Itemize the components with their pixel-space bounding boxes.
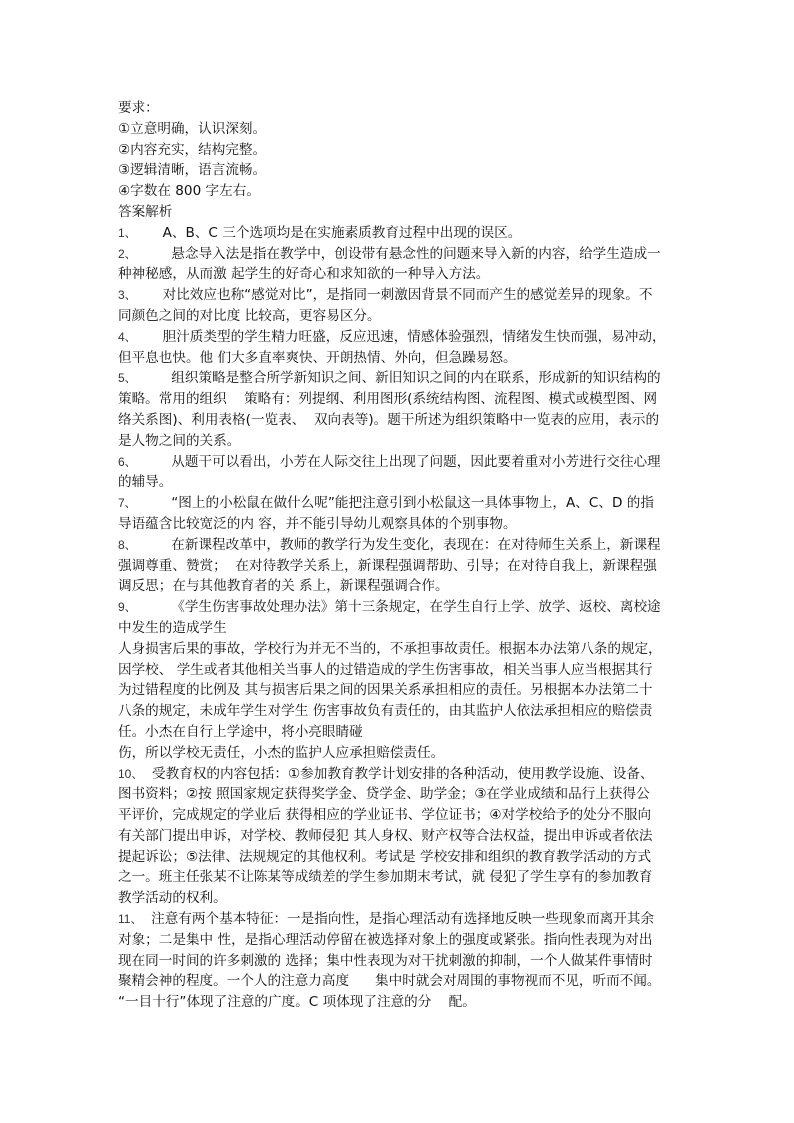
answer-line — [118, 826, 683, 847]
requirement-item: ④字数在 800 字左右。 — [118, 183, 260, 200]
answer-text: 对比效应也称“感觉对比”，是指同一刺激因背景不同而产生的感觉差异的现象。不 — [162, 287, 653, 304]
answer-text: 人身损害后果的事故，学校行为并无不当的，不承担事故责任。根据本办法第八条的规定， — [118, 640, 662, 657]
answer-line — [118, 306, 683, 327]
answer-text: 组织策略是整合所学新知识之间、新旧知识之间的内在联系，形成新的知识结构的 — [171, 370, 661, 387]
requirement-item: ①立意明确，认识深刻。 — [118, 120, 267, 137]
answer-text: 在新课程改革中，教师的教学行为发生变化，表现在：在对待师生关系上，新课程 — [171, 536, 661, 553]
answer-text: 从题干可以看出，小芳在人际交往上出现了问题，因此要着重对小芳进行交往心理 — [171, 453, 661, 470]
answer-number: 7、 — [118, 496, 137, 511]
answer-line — [118, 535, 683, 556]
answer-line — [118, 743, 683, 764]
answer-text: 种神秘感，从而激 起学生的好奇心和求知欲的一种导入方法。 — [118, 266, 490, 283]
answer-line — [118, 909, 683, 930]
requirement-item: ②内容充实，结构完整。 — [118, 141, 267, 158]
answer-text: 络关系图)、利用表格(一览表、 双向表等)。题干所述为组织策略中一览表的应用，表示的 — [118, 411, 660, 428]
answer-text: 胆汁质类型的学生精力旺盛，反应迅速，情感体验强烈，情绪发生快而强，易冲动， — [162, 328, 666, 345]
answer-line — [118, 327, 683, 348]
answer-gap — [137, 454, 172, 470]
answer-text: 聚精会神的程度。一个人的注意力高度 集中时就会对周围的事物视而不见，听而不闻。 — [118, 973, 661, 990]
answer-text: 注意有两个基本特征：一是指向性，是指心理活动有选择地反映一些现象而离开其余 — [151, 911, 655, 928]
answer-line — [118, 618, 683, 639]
answer-gap — [137, 495, 172, 511]
answer-text: 导语蕴含比较宽泛的内 容，并不能引导幼儿观察具体的个别事物。 — [118, 515, 517, 532]
answer-line — [118, 368, 683, 389]
answer-text: 因学校、 学生或者其他相关当事人的过错造成的学生伤害事故，相关当事人应当根据其行 — [118, 661, 653, 678]
answer-number: 11、 — [118, 912, 143, 927]
answer-gap — [142, 911, 151, 927]
answer-line — [118, 431, 683, 452]
answer-text: 现在同一时间的许多刺激的 选择；集中性表现为对干扰刺激的抑制，一个人做某件事情时 — [118, 952, 653, 969]
answer-text: “一目十行”体现了注意的广度。C 项体现了注意的分 配。 — [118, 994, 476, 1011]
answer-text: 有关部门提出申诉，对学校、教师侵犯 其人身权、财产权等合法权益，提出申诉或者依法 — [118, 827, 653, 844]
answer-gap — [137, 287, 163, 303]
answers-title: 答案解析 — [118, 203, 173, 220]
answer-number: 6、 — [118, 454, 137, 469]
answer-item — [118, 452, 683, 494]
answer-line — [118, 410, 683, 431]
answer-item — [118, 285, 683, 327]
answer-text: 伤，所以学校无责任，小杰的监护人应承担赔偿责任。 — [118, 744, 445, 761]
answer-line — [118, 805, 683, 826]
answer-line — [118, 888, 683, 909]
answer-text: 策略。常用的组织 策略有：列提纲、利用图形(系统结构图、流程图、模式或模型图、网 — [118, 391, 658, 408]
answer-line — [118, 244, 683, 265]
answer-text: 八条的规定，未成年学生对学生 伤害事故负有责任的，由其监护人依法承担相应的赔偿责 — [118, 703, 653, 720]
answer-item — [118, 909, 683, 1013]
answer-item — [118, 223, 683, 244]
answer-text: 之一。班主任张某不让陈某等成绩差的学生参加期末考试，就 侵犯了学生享有的参加教育 — [118, 869, 653, 886]
answer-line — [118, 576, 683, 597]
answer-line — [118, 930, 683, 951]
answer-line — [118, 389, 683, 410]
answer-line — [118, 639, 683, 660]
document-body — [118, 98, 683, 1013]
answer-number: 10、 — [118, 766, 144, 781]
answer-line — [118, 264, 683, 285]
answer-text: 教学活动的权利。 — [118, 890, 227, 907]
answer-line — [118, 348, 683, 369]
answer-line — [118, 452, 683, 473]
answer-text: 《学生伤害事故处理办法》第十三条规定，在学生自行上学、放学、返校、离校途 — [171, 599, 661, 616]
answer-text: 的辅导。 — [118, 474, 173, 491]
answer-gap — [143, 766, 152, 782]
answer-gap — [137, 599, 172, 615]
answer-text: 图书资料；②按 照国家规定获得奖学金、贷学金、助学金；③在学业成绩和品行上获得公 — [118, 786, 650, 803]
answer-line — [118, 847, 683, 868]
answer-text: 对象；二是集中 性，是指心理活动停留在被选择对象上的强度或紧张。指向性表现为对出 — [118, 931, 653, 948]
answer-text: 任。小杰在自行上学途中，将小亮眼睛碰 — [118, 723, 363, 740]
answer-number: 1、 — [118, 225, 137, 240]
answer-item — [118, 368, 683, 451]
answer-line — [118, 992, 683, 1013]
answer-text: 提起诉讼；⑤法律、法规规定的其他权利。考试是 学校安排和组织的教育教学活动的方式 — [118, 848, 652, 865]
answer-number: 2、 — [118, 246, 137, 261]
answer-text: 强调尊重、赞赏； 在对待教学关系上，新课程强调帮助、引导；在对待自我上，新课程强 — [118, 557, 657, 574]
answer-number: 9、 — [118, 600, 137, 615]
answer-gap — [137, 225, 163, 241]
answer-line — [118, 285, 683, 306]
answer-gap — [137, 537, 172, 553]
answer-line — [118, 514, 683, 535]
answer-text: 受教育权的内容包括：①参加教育教学计划安排的各种活动，使用教学设施、设备、 — [152, 765, 654, 782]
requirement-item: ③逻辑清晰，语言流畅。 — [118, 162, 267, 179]
answer-text: 是人物之间的关系。 — [118, 432, 241, 449]
answer-gap — [137, 370, 172, 386]
answer-gap — [137, 246, 172, 262]
answer-text: 悬念导入法是指在教学中，创设带有悬念性的问题来导入新的内容，给学生造成一 — [171, 245, 661, 262]
answer-number: 8、 — [118, 537, 137, 552]
answer-number: 4、 — [118, 329, 137, 344]
answer-text: 调反思；在与其他教育者的关 系上，新课程强调合作。 — [118, 578, 449, 595]
answer-text: 平评价，完成规定的学业后 获得相应的学业证书、学位证书；④对学校给予的处分不服向 — [118, 807, 652, 824]
answer-number: 5、 — [118, 371, 137, 386]
answer-line — [118, 597, 683, 618]
answer-text: 中发生的造成学生 — [118, 619, 227, 636]
answer-line — [118, 951, 683, 972]
answer-text: 为过错程度的比例及 其与损害后果之间的因果关系承担相应的责任。另根据本办法第二十 — [118, 682, 653, 699]
answer-line — [118, 223, 683, 244]
answer-text: 同颜色之间的对比度 比较高，更容易区分。 — [118, 307, 381, 324]
answer-line — [118, 680, 683, 701]
answer-line — [118, 701, 683, 722]
answer-line — [118, 784, 683, 805]
answer-line — [118, 764, 683, 785]
answer-line — [118, 722, 683, 743]
answer-line — [118, 556, 683, 577]
answer-item — [118, 244, 683, 286]
answer-item — [118, 597, 683, 763]
answer-number: 3、 — [118, 288, 137, 303]
answer-text: “图上的小松鼠在做什么呢”能把注意引到小松鼠这一具体事物上，A、C、D 的指 — [171, 495, 654, 512]
answer-line — [118, 660, 683, 681]
answer-item — [118, 764, 683, 910]
answer-item — [118, 493, 683, 535]
answer-gap — [137, 329, 163, 345]
answer-line — [118, 971, 683, 992]
requirements-title: 要求： — [118, 100, 159, 116]
answer-line — [118, 472, 683, 493]
answer-list — [118, 223, 683, 1013]
answer-item — [118, 535, 683, 597]
answer-text: 但平息也快。他 们大多直率爽快、开朗热情、外向，但急躁易怒。 — [118, 349, 517, 366]
answer-line — [118, 867, 683, 888]
answer-line — [118, 493, 683, 514]
answer-item — [118, 327, 683, 369]
answer-text: A、B、C 三个选项均是在实施素质教育过程中出现的误区。 — [162, 224, 522, 241]
